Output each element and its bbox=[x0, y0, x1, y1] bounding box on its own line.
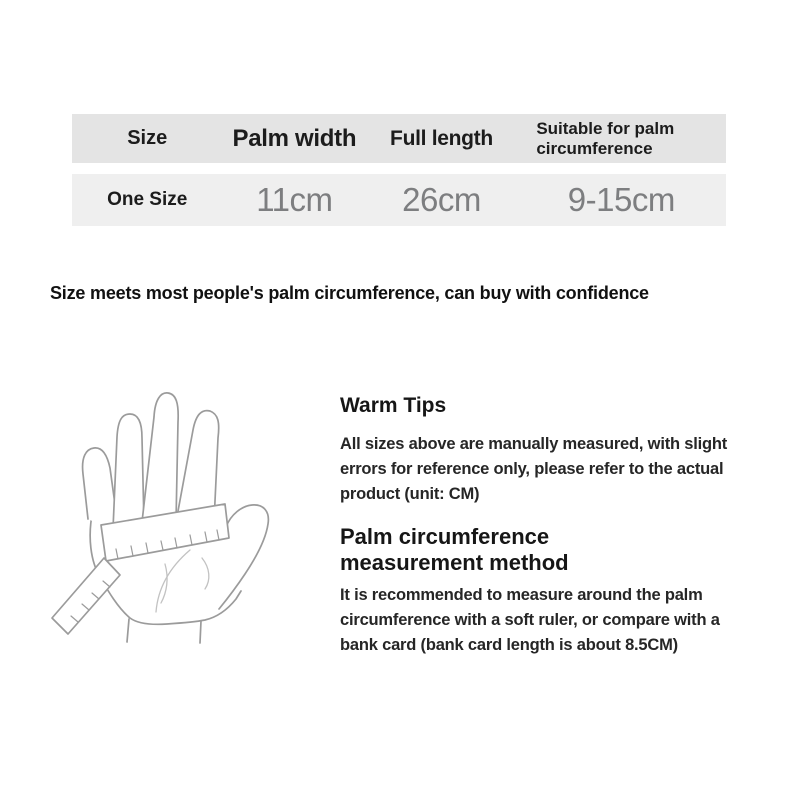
warm-tips-title: Warm Tips bbox=[340, 394, 447, 417]
value-suitable-circumference: 9-15cm bbox=[567, 181, 675, 218]
header-full-length: Full length bbox=[390, 126, 493, 150]
header-suitable-circumference: Suitable for palm circumference bbox=[536, 118, 675, 158]
measurement-method-line: circumference with a soft ruler, or compare with a bbox=[340, 611, 720, 630]
confidence-note: Size meets most people's palm circumference, can buy with confidence bbox=[50, 283, 649, 303]
value-palm-width: 11cm bbox=[256, 181, 333, 218]
measurement-method-paragraph bbox=[340, 583, 774, 658]
measurement-method-line: bank card (bank card length is about 8.5CM) bbox=[340, 636, 678, 655]
hand-measuring-tape-illustration bbox=[30, 372, 330, 662]
header-size: Size bbox=[127, 127, 168, 149]
value-size-name: One Size bbox=[107, 189, 188, 210]
size-table-value-row bbox=[72, 174, 726, 226]
warm-tips-paragraph bbox=[340, 432, 774, 507]
tips-column bbox=[340, 394, 774, 658]
size-table-header-row bbox=[72, 114, 726, 163]
measurement-method-title-line: Palm circumference bbox=[340, 524, 550, 550]
warm-tips-line: All sizes above are manually measured, with slight bbox=[340, 435, 728, 454]
measurement-method-title bbox=[340, 524, 774, 576]
measurement-method-line: It is recommended to measure around the palm bbox=[340, 586, 703, 605]
header-palm-width: Palm width bbox=[232, 124, 357, 152]
warm-tips-line: errors for reference only, please refer to the actual bbox=[340, 460, 724, 479]
measurement-method-title-line: measurement method bbox=[340, 550, 569, 576]
warm-tips-line: product (unit: CM) bbox=[340, 485, 480, 504]
value-full-length: 26cm bbox=[402, 181, 481, 218]
